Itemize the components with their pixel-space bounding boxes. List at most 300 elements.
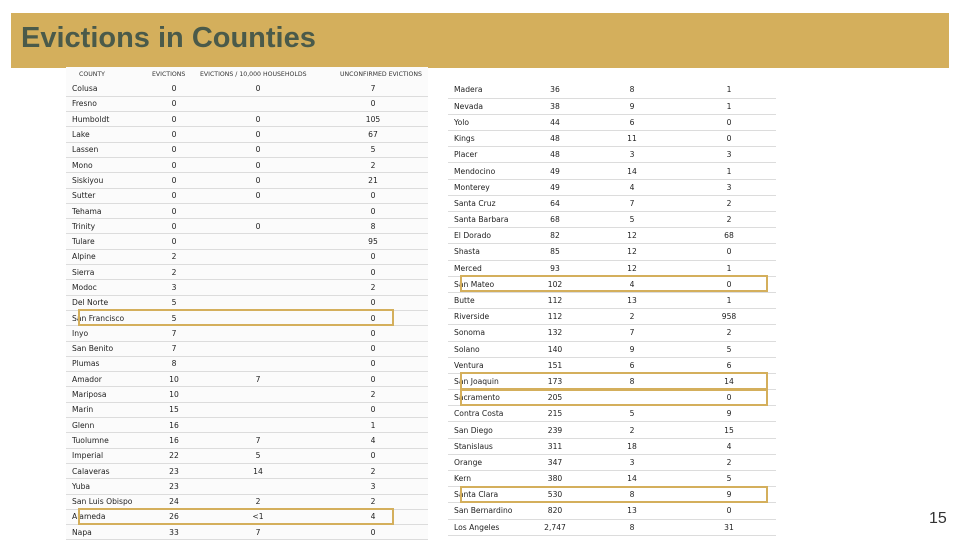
unconfirmed-value: 1 <box>682 163 776 179</box>
evictions-per-10k-value: 12 <box>582 228 682 244</box>
evictions-per-10k-value: <1 <box>198 509 318 524</box>
table-row-kern <box>448 471 776 487</box>
county-name: San Francisco <box>66 310 150 325</box>
table-row-mendocino <box>448 163 776 179</box>
title-bar <box>11 13 949 68</box>
evictions-value: 64 <box>528 195 582 211</box>
evictions-value: 36 <box>528 82 582 98</box>
unconfirmed-value: 4 <box>318 433 428 448</box>
header-evictions: EVICTIONS <box>152 70 186 78</box>
evictions-per-10k-value: 18 <box>582 438 682 454</box>
county-name: Monterey <box>448 179 528 195</box>
evictions-value: 24 <box>150 494 198 509</box>
evictions-per-10k-value: 5 <box>198 448 318 463</box>
evictions-per-10k-value: 0 <box>198 127 318 142</box>
county-name: Humboldt <box>66 112 150 127</box>
evictions-value: 22 <box>150 448 198 463</box>
table-row-napa <box>66 525 428 540</box>
table-row-san-bernardino <box>448 503 776 519</box>
unconfirmed-value: 0 <box>318 96 428 111</box>
unconfirmed-value: 5 <box>682 341 776 357</box>
county-name: Orange <box>448 454 528 470</box>
evictions-value: 2,747 <box>528 519 582 535</box>
evictions-per-10k-value: 5 <box>582 212 682 228</box>
evictions-per-10k-value: 7 <box>198 433 318 448</box>
county-name: Lake <box>66 127 150 142</box>
evictions-value: 49 <box>528 179 582 195</box>
county-name: Alameda <box>66 509 150 524</box>
county-name: Placer <box>448 147 528 163</box>
table-row-modoc <box>66 280 428 295</box>
county-name: Yuba <box>66 479 150 494</box>
unconfirmed-value: 2 <box>318 387 428 402</box>
table-row-san-francisco <box>66 310 428 325</box>
county-name: Trinity <box>66 219 150 234</box>
evictions-value: 23 <box>150 463 198 478</box>
evictions-per-10k-value <box>198 265 318 280</box>
table-row-sutter <box>66 188 428 203</box>
evictions-value: 16 <box>150 418 198 433</box>
county-name: Plumas <box>66 356 150 371</box>
table-row-trinity <box>66 219 428 234</box>
evictions-value: 38 <box>528 98 582 114</box>
table-row-san-diego <box>448 422 776 438</box>
unconfirmed-value: 1 <box>682 260 776 276</box>
evictions-value: 44 <box>528 114 582 130</box>
table-row-los-angeles <box>448 519 776 535</box>
evictions-per-10k-value <box>198 280 318 295</box>
evictions-per-10k-value: 9 <box>582 98 682 114</box>
unconfirmed-value: 0 <box>318 402 428 417</box>
evictions-value: 0 <box>150 173 198 188</box>
evictions-value: 8 <box>150 356 198 371</box>
county-name: Sierra <box>66 265 150 280</box>
evictions-per-10k-value <box>198 310 318 325</box>
table-row-marin <box>66 402 428 417</box>
county-name: Madera <box>448 82 528 98</box>
evictions-value: 93 <box>528 260 582 276</box>
evictions-value: 347 <box>528 454 582 470</box>
evictions-value: 82 <box>528 228 582 244</box>
table-row-lassen <box>66 142 428 157</box>
evictions-value: 10 <box>150 372 198 387</box>
table-row-sacramento <box>448 390 776 406</box>
county-name: Mariposa <box>66 387 150 402</box>
evictions-value: 102 <box>528 276 582 292</box>
table-row-madera <box>448 82 776 98</box>
unconfirmed-value: 9 <box>682 487 776 503</box>
evictions-per-10k-value: 0 <box>198 81 318 96</box>
unconfirmed-value: 0 <box>318 203 428 218</box>
unconfirmed-value: 2 <box>682 454 776 470</box>
evictions-per-10k-value: 13 <box>582 292 682 308</box>
evictions-value: 0 <box>150 112 198 127</box>
evictions-value: 0 <box>150 96 198 111</box>
table-row-solano <box>448 341 776 357</box>
evictions-per-10k-value: 0 <box>198 112 318 127</box>
evictions-per-10k-value: 8 <box>582 487 682 503</box>
county-name: Marin <box>66 402 150 417</box>
table-row-santa-barbara <box>448 212 776 228</box>
evictions-per-10k-value: 6 <box>582 357 682 373</box>
table-row-san-benito <box>66 341 428 356</box>
county-name: Inyo <box>66 326 150 341</box>
table-row-el-dorado <box>448 228 776 244</box>
evictions-per-10k-value: 3 <box>582 454 682 470</box>
evictions-value: 530 <box>528 487 582 503</box>
evictions-value: 48 <box>528 131 582 147</box>
county-name: Sutter <box>66 188 150 203</box>
table-row-nevada <box>448 98 776 114</box>
evictions-per-10k-value: 8 <box>582 82 682 98</box>
evictions-per-10k-value <box>198 249 318 264</box>
table-row-calaveras <box>66 463 428 478</box>
evictions-per-10k-value <box>198 387 318 402</box>
table-row-santa-clara <box>448 487 776 503</box>
evictions-per-10k-value: 11 <box>582 131 682 147</box>
table-row-ventura <box>448 357 776 373</box>
table-row-kings <box>448 131 776 147</box>
unconfirmed-value: 2 <box>318 157 428 172</box>
table-row-colusa <box>66 81 428 96</box>
unconfirmed-value: 4 <box>682 438 776 454</box>
county-name: Del Norte <box>66 295 150 310</box>
evictions-value: 820 <box>528 503 582 519</box>
county-name: Shasta <box>448 244 528 260</box>
unconfirmed-value: 0 <box>318 372 428 387</box>
county-name: Santa Clara <box>448 487 528 503</box>
unconfirmed-value: 1 <box>682 292 776 308</box>
evictions-value: 7 <box>150 326 198 341</box>
county-name: Imperial <box>66 448 150 463</box>
evictions-per-10k-value <box>198 341 318 356</box>
unconfirmed-value: 2 <box>682 212 776 228</box>
unconfirmed-value: 2 <box>318 463 428 478</box>
unconfirmed-value: 4 <box>318 509 428 524</box>
evictions-value: 173 <box>528 373 582 389</box>
unconfirmed-value: 3 <box>682 179 776 195</box>
evictions-per-10k-value: 4 <box>582 179 682 195</box>
unconfirmed-value: 0 <box>682 390 776 406</box>
county-name: Sonoma <box>448 325 528 341</box>
county-name: Ventura <box>448 357 528 373</box>
left-evictions-table <box>66 67 428 540</box>
unconfirmed-value: 1 <box>318 418 428 433</box>
evictions-value: 0 <box>150 219 198 234</box>
evictions-value: 0 <box>150 188 198 203</box>
county-name: Los Angeles <box>448 519 528 535</box>
unconfirmed-value: 95 <box>318 234 428 249</box>
table-row-alpine <box>66 249 428 264</box>
unconfirmed-value: 31 <box>682 519 776 535</box>
evictions-per-10k-value <box>198 295 318 310</box>
table-row-inyo <box>66 326 428 341</box>
evictions-value: 311 <box>528 438 582 454</box>
table-row-mono <box>66 157 428 172</box>
header-county: COUNTY <box>79 70 105 78</box>
unconfirmed-value: 0 <box>318 310 428 325</box>
table-row-stanislaus <box>448 438 776 454</box>
header-evictions-per-10k: EVICTIONS / 10,000 HOUSEHOLDS <box>200 70 307 78</box>
evictions-per-10k-value <box>582 390 682 406</box>
evictions-per-10k-value: 0 <box>198 157 318 172</box>
unconfirmed-value: 8 <box>318 219 428 234</box>
table-row-tuolumne <box>66 433 428 448</box>
table-row-imperial <box>66 448 428 463</box>
evictions-per-10k-value: 5 <box>582 406 682 422</box>
unconfirmed-value: 2 <box>682 325 776 341</box>
evictions-per-10k-value: 7 <box>198 372 318 387</box>
evictions-per-10k-value: 3 <box>582 147 682 163</box>
county-name: Glenn <box>66 418 150 433</box>
unconfirmed-value: 0 <box>682 131 776 147</box>
county-name: Santa Cruz <box>448 195 528 211</box>
evictions-per-10k-value <box>198 356 318 371</box>
evictions-per-10k-value: 14 <box>582 163 682 179</box>
table-row-monterey <box>448 179 776 195</box>
table-row-humboldt <box>66 112 428 127</box>
evictions-per-10k-value: 2 <box>198 494 318 509</box>
evictions-value: 23 <box>150 479 198 494</box>
evictions-per-10k-value: 0 <box>198 188 318 203</box>
evictions-per-10k-value: 7 <box>582 325 682 341</box>
unconfirmed-value: 67 <box>318 127 428 142</box>
evictions-value: 26 <box>150 509 198 524</box>
county-name: Kern <box>448 471 528 487</box>
county-name: Solano <box>448 341 528 357</box>
unconfirmed-value: 1 <box>682 98 776 114</box>
table-row-shasta <box>448 244 776 260</box>
evictions-value: 205 <box>528 390 582 406</box>
county-name: Mono <box>66 157 150 172</box>
table-row-san-luis-obispo <box>66 494 428 509</box>
slide-title: Evictions in Counties <box>21 22 316 54</box>
evictions-per-10k-value: 14 <box>198 463 318 478</box>
county-name: San Diego <box>448 422 528 438</box>
page-number: 15 <box>929 510 947 527</box>
county-name: Riverside <box>448 309 528 325</box>
evictions-value: 140 <box>528 341 582 357</box>
evictions-value: 0 <box>150 127 198 142</box>
county-name: Contra Costa <box>448 406 528 422</box>
unconfirmed-value: 9 <box>682 406 776 422</box>
evictions-per-10k-value: 7 <box>582 195 682 211</box>
evictions-value: 239 <box>528 422 582 438</box>
evictions-value: 151 <box>528 357 582 373</box>
county-name: Nevada <box>448 98 528 114</box>
unconfirmed-value: 0 <box>682 114 776 130</box>
right-table <box>448 82 776 536</box>
evictions-value: 0 <box>150 142 198 157</box>
unconfirmed-value: 0 <box>682 503 776 519</box>
unconfirmed-value: 21 <box>318 173 428 188</box>
evictions-value: 2 <box>150 249 198 264</box>
county-name: Yolo <box>448 114 528 130</box>
left-table <box>66 67 428 540</box>
table-header-row <box>66 67 428 81</box>
county-name: San Joaquin <box>448 373 528 389</box>
evictions-per-10k-value: 6 <box>582 114 682 130</box>
evictions-value: 0 <box>150 234 198 249</box>
county-name: Siskiyou <box>66 173 150 188</box>
unconfirmed-value: 0 <box>318 249 428 264</box>
evictions-per-10k-value <box>198 402 318 417</box>
evictions-per-10k-value: 0 <box>198 142 318 157</box>
county-name: Sacramento <box>448 390 528 406</box>
table-row-san-joaquin <box>448 373 776 389</box>
evictions-per-10k-value: 4 <box>582 276 682 292</box>
county-name: San Mateo <box>448 276 528 292</box>
table-row-del-norte <box>66 295 428 310</box>
table-row-plumas <box>66 356 428 371</box>
evictions-value: 85 <box>528 244 582 260</box>
evictions-value: 3 <box>150 280 198 295</box>
table-row-mariposa <box>66 387 428 402</box>
unconfirmed-value: 0 <box>682 244 776 260</box>
table-row-yolo <box>448 114 776 130</box>
unconfirmed-value: 15 <box>682 422 776 438</box>
table-row-santa-cruz <box>448 195 776 211</box>
evictions-per-10k-value <box>198 479 318 494</box>
evictions-value: 112 <box>528 309 582 325</box>
unconfirmed-value: 0 <box>318 356 428 371</box>
table-row-alameda <box>66 509 428 524</box>
evictions-per-10k-value: 9 <box>582 341 682 357</box>
unconfirmed-value: 2 <box>318 280 428 295</box>
table-row-placer <box>448 147 776 163</box>
unconfirmed-value: 0 <box>318 326 428 341</box>
unconfirmed-value: 0 <box>318 341 428 356</box>
table-row-yuba <box>66 479 428 494</box>
table-row-siskiyou <box>66 173 428 188</box>
evictions-value: 215 <box>528 406 582 422</box>
county-name: Amador <box>66 372 150 387</box>
county-name: Modoc <box>66 280 150 295</box>
unconfirmed-value: 0 <box>318 188 428 203</box>
header-unconfirmed: UNCONFIRMED EVICTIONS <box>340 70 422 78</box>
evictions-per-10k-value: 13 <box>582 503 682 519</box>
county-name: Kings <box>448 131 528 147</box>
county-name: Fresno <box>66 96 150 111</box>
evictions-value: 68 <box>528 212 582 228</box>
evictions-per-10k-value: 2 <box>582 422 682 438</box>
evictions-per-10k-value <box>198 326 318 341</box>
evictions-per-10k-value: 8 <box>582 519 682 535</box>
table-row-amador <box>66 372 428 387</box>
unconfirmed-value: 0 <box>682 276 776 292</box>
evictions-value: 10 <box>150 387 198 402</box>
county-name: Santa Barbara <box>448 212 528 228</box>
county-name: San Bernardino <box>448 503 528 519</box>
evictions-per-10k-value: 7 <box>198 525 318 540</box>
evictions-value: 7 <box>150 341 198 356</box>
evictions-per-10k-value <box>198 418 318 433</box>
county-name: Napa <box>66 525 150 540</box>
unconfirmed-value: 3 <box>682 147 776 163</box>
evictions-value: 112 <box>528 292 582 308</box>
evictions-per-10k-value <box>198 203 318 218</box>
unconfirmed-value: 2 <box>318 494 428 509</box>
table-row-merced <box>448 260 776 276</box>
evictions-per-10k-value: 2 <box>582 309 682 325</box>
county-name: Mendocino <box>448 163 528 179</box>
table-row-glenn <box>66 418 428 433</box>
evictions-per-10k-value <box>198 96 318 111</box>
evictions-per-10k-value: 12 <box>582 244 682 260</box>
unconfirmed-value: 0 <box>318 525 428 540</box>
county-name: Butte <box>448 292 528 308</box>
table-row-lake <box>66 127 428 142</box>
unconfirmed-value: 0 <box>318 295 428 310</box>
unconfirmed-value: 5 <box>682 471 776 487</box>
unconfirmed-value: 68 <box>682 228 776 244</box>
unconfirmed-value: 2 <box>682 195 776 211</box>
evictions-per-10k-value: 0 <box>198 219 318 234</box>
county-name: Merced <box>448 260 528 276</box>
evictions-value: 380 <box>528 471 582 487</box>
county-name: Colusa <box>66 81 150 96</box>
county-name: El Dorado <box>448 228 528 244</box>
evictions-value: 33 <box>150 525 198 540</box>
table-row-orange <box>448 454 776 470</box>
evictions-value: 2 <box>150 265 198 280</box>
unconfirmed-value: 5 <box>318 142 428 157</box>
table-row-riverside <box>448 309 776 325</box>
unconfirmed-value: 1 <box>682 82 776 98</box>
county-name: Lassen <box>66 142 150 157</box>
county-name: Tehama <box>66 203 150 218</box>
county-name: San Benito <box>66 341 150 356</box>
evictions-value: 0 <box>150 203 198 218</box>
evictions-value: 16 <box>150 433 198 448</box>
evictions-per-10k-value: 12 <box>582 260 682 276</box>
table-row-tulare <box>66 234 428 249</box>
table-row-butte <box>448 292 776 308</box>
evictions-per-10k-value: 0 <box>198 173 318 188</box>
evictions-value: 0 <box>150 81 198 96</box>
unconfirmed-value: 0 <box>318 448 428 463</box>
county-name: Tuolumne <box>66 433 150 448</box>
table-row-sierra <box>66 265 428 280</box>
unconfirmed-value: 7 <box>318 81 428 96</box>
county-name: Alpine <box>66 249 150 264</box>
table-row-fresno <box>66 96 428 111</box>
evictions-value: 132 <box>528 325 582 341</box>
unconfirmed-value: 14 <box>682 373 776 389</box>
county-name: San Luis Obispo <box>66 494 150 509</box>
unconfirmed-value: 958 <box>682 309 776 325</box>
county-name: Calaveras <box>66 463 150 478</box>
county-name: Tulare <box>66 234 150 249</box>
evictions-value: 15 <box>150 402 198 417</box>
evictions-per-10k-value: 14 <box>582 471 682 487</box>
evictions-value: 0 <box>150 157 198 172</box>
evictions-value: 49 <box>528 163 582 179</box>
evictions-per-10k-value: 8 <box>582 373 682 389</box>
unconfirmed-value: 105 <box>318 112 428 127</box>
evictions-value: 48 <box>528 147 582 163</box>
table-row-tehama <box>66 203 428 218</box>
table-row-san-mateo <box>448 276 776 292</box>
evictions-value: 5 <box>150 295 198 310</box>
table-row-sonoma <box>448 325 776 341</box>
evictions-per-10k-value <box>198 234 318 249</box>
county-name: Stanislaus <box>448 438 528 454</box>
table-row-contra-costa <box>448 406 776 422</box>
unconfirmed-value: 0 <box>318 265 428 280</box>
evictions-value: 5 <box>150 310 198 325</box>
unconfirmed-value: 6 <box>682 357 776 373</box>
